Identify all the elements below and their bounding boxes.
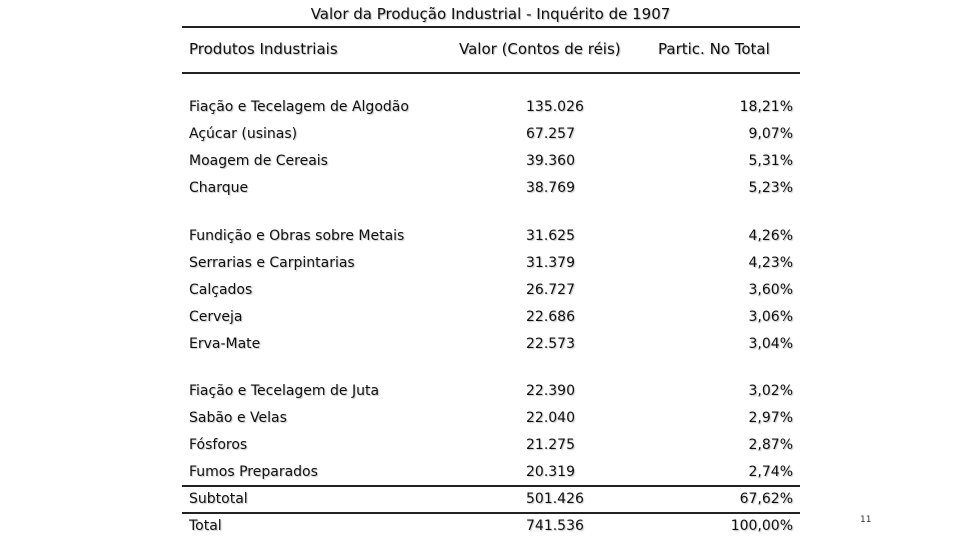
row-value: 22.040 <box>526 410 575 426</box>
row-share: 3,06% <box>748 309 793 325</box>
row-product: Açúcar (usinas) <box>189 126 298 142</box>
total-rule <box>182 512 800 514</box>
row-share: 4,23% <box>748 255 793 271</box>
row-share: 4,26% <box>748 228 793 244</box>
row-value: 22.573 <box>526 336 575 352</box>
row-share: 9,07% <box>748 126 793 142</box>
table-row <box>182 153 800 173</box>
row-share: 2,97% <box>748 410 793 426</box>
row-product: Sabão e Velas <box>189 410 287 426</box>
table-row <box>182 126 800 146</box>
table-row <box>182 282 800 302</box>
header-bottom-rule <box>182 72 800 74</box>
subtotal-share: 67,62% <box>739 491 793 507</box>
row-share: 5,23% <box>748 180 793 196</box>
row-share: 3,04% <box>748 336 793 352</box>
row-share: 3,60% <box>748 282 793 298</box>
row-value: 38.769 <box>526 180 575 196</box>
total-label: Total <box>189 518 222 534</box>
row-share: 2,87% <box>748 437 793 453</box>
row-product: Erva-Mate <box>189 336 261 352</box>
row-product: Fiação e Tecelagem de Algodão <box>189 99 409 115</box>
total-value: 741.536 <box>526 518 584 534</box>
header-top-rule <box>182 26 800 28</box>
table-row <box>182 336 800 356</box>
table-row <box>182 437 800 457</box>
table-row <box>182 255 800 275</box>
row-value: 21.275 <box>526 437 575 453</box>
row-value: 20.319 <box>526 464 575 480</box>
row-value: 67.257 <box>526 126 575 142</box>
total-row <box>182 518 800 538</box>
subtotal-label: Subtotal <box>189 491 248 507</box>
row-product: Fumos Preparados <box>189 464 318 480</box>
table-row <box>182 410 800 430</box>
page-number: 11 <box>860 515 872 525</box>
row-share: 5,31% <box>748 153 793 169</box>
table-row <box>182 383 800 403</box>
header-product: Produtos Industriais <box>189 40 338 58</box>
row-value: 31.379 <box>526 255 575 271</box>
table-row <box>182 464 800 484</box>
row-product: Serrarias e Carpintarias <box>189 255 355 271</box>
table-row <box>182 309 800 329</box>
table-row <box>182 99 800 119</box>
header-value: Valor (Contos de réis) <box>459 40 621 58</box>
row-value: 39.360 <box>526 153 575 169</box>
row-share: 2,74% <box>748 464 793 480</box>
row-product: Fiação e Tecelagem de Juta <box>189 383 380 399</box>
total-share: 100,00% <box>730 518 793 534</box>
row-value: 22.686 <box>526 309 575 325</box>
subtotal-value: 501.426 <box>526 491 584 507</box>
row-value: 22.390 <box>526 383 575 399</box>
subtotal-rule <box>182 485 800 487</box>
table-row <box>182 228 800 248</box>
table-title: Valor da Produção Industrial - Inquérito de 1907 <box>310 5 671 23</box>
row-value: 135.026 <box>526 99 584 115</box>
row-share: 3,02% <box>748 383 793 399</box>
row-product: Fundição e Obras sobre Metais <box>189 228 405 244</box>
row-value: 31.625 <box>526 228 575 244</box>
subtotal-row <box>182 491 800 511</box>
row-value: 26.727 <box>526 282 575 298</box>
row-product: Fósforos <box>189 437 248 453</box>
header-share: Partic. No Total <box>658 40 770 58</box>
row-product: Moagem de Cereais <box>189 153 328 169</box>
table-row <box>182 180 800 200</box>
row-share: 18,21% <box>739 99 793 115</box>
row-product: Charque <box>189 180 249 196</box>
row-product: Calçados <box>189 282 253 298</box>
row-product: Cerveja <box>189 309 243 325</box>
